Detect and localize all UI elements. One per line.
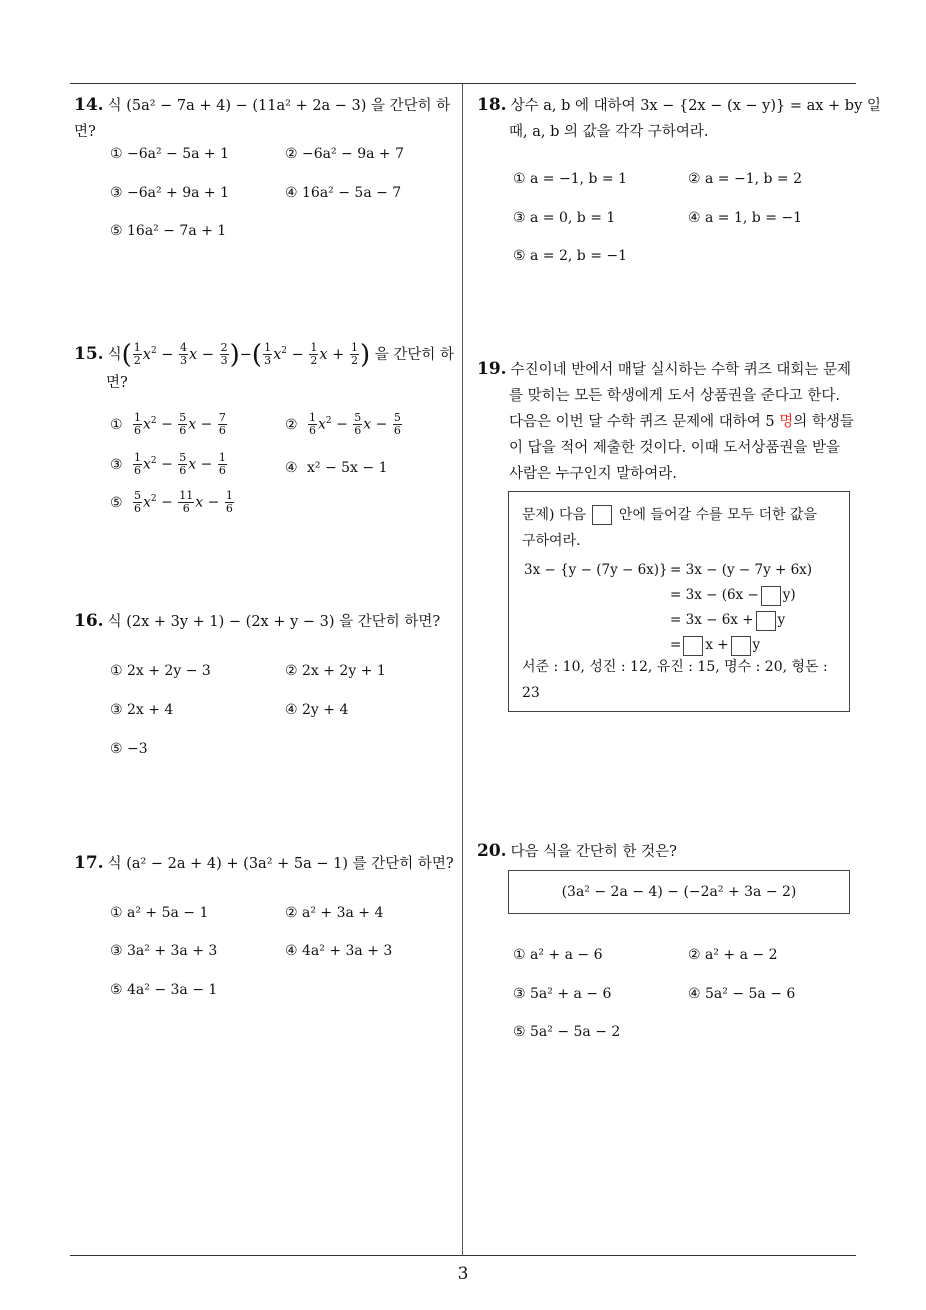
option-2[interactable]: ② −6a² − 9a + 7 — [285, 146, 405, 162]
box-intro-line2: 구하여라. — [522, 533, 581, 549]
question-15-line2: 면? — [106, 375, 128, 391]
option-5[interactable]: ⑤ $\frac{5}{6}$ $x^2$ − $\frac{11}{6}$ x − $\frac{1}{6}$ — [110, 489, 233, 515]
option-2[interactable]: ② a² + 3a + 4 — [285, 905, 384, 921]
question-stem: 다음 식을 간단히 한 것은? — [510, 844, 677, 860]
question-line: 수진이네 반에서 매달 실시하는 수학 퀴즈 대회는 문제 — [510, 362, 851, 378]
box-intro: 문제) 다음 — [522, 507, 587, 523]
option-2[interactable]: ② 2x + 2y + 1 — [285, 663, 386, 679]
equation-step-3-end: y — [777, 612, 786, 628]
problem-box — [508, 491, 850, 712]
student-answers: 서준 : 10, 성진 : 12, 유진 : 15, 명수 : 20, 형돈 : — [522, 659, 828, 675]
blank-square — [731, 636, 751, 656]
question-number: 15. — [74, 343, 104, 364]
option-2[interactable]: ② a² + a − 2 — [688, 947, 778, 963]
question-stem-prefix: 식 — [107, 346, 122, 363]
fraction: $\frac{1}{2}$ — [310, 341, 318, 368]
option-5[interactable]: ⑤ 5a² − 5a − 2 — [513, 1024, 621, 1040]
question-line: 를 맞히는 모든 학생에게 도서 상품권을 준다고 한다. — [509, 388, 841, 404]
fraction: $\frac{1}{2}$ — [350, 341, 358, 368]
fraction: $\frac{1}{2}$ — [133, 341, 141, 368]
question-line-tail: 의 학생들 — [793, 414, 854, 430]
equation-step-2-end: y) — [782, 587, 796, 603]
highlighted-word: 명 — [779, 414, 794, 430]
blank-square — [683, 636, 703, 656]
question-19 — [477, 356, 862, 487]
option-4[interactable]: ④ 2y + 4 — [285, 702, 349, 718]
question-stem-line1: 상수 a, b 에 대하여 3x − {2x − (x − y)} = ax + by 일 — [510, 98, 881, 114]
blank-square — [756, 611, 776, 631]
question-18 — [477, 92, 881, 145]
equation-step-4-end: y — [752, 637, 761, 653]
question-number: 14. — [74, 95, 104, 115]
bottom-rule — [70, 1255, 856, 1256]
equation-left: 3x − {y − (7y − 6x)} — [524, 562, 668, 578]
option-1[interactable]: ① $\frac{1}{6}$ $x^2$ − $\frac{5}{6}$ x − $\frac{7}{6}$ — [110, 411, 226, 437]
option-4[interactable]: ④ 4a² + 3a + 3 — [285, 943, 393, 959]
student-answers-line2: 23 — [522, 685, 540, 701]
option-5[interactable]: ⑤ 4a² − 3a − 1 — [110, 982, 218, 998]
option-3[interactable]: ③ 3a² + 3a + 3 — [110, 943, 218, 959]
equation-step-1: = 3x − (y − 7y + 6x) — [670, 562, 813, 578]
option-1[interactable]: ① a² + 5a − 1 — [110, 905, 209, 921]
equation-step-4: = — [670, 637, 682, 653]
question-number: 19. — [477, 359, 507, 379]
question-stem-line2: 때, a, b 의 값을 각각 구하여라. — [509, 124, 709, 140]
question-20 — [477, 838, 862, 865]
question-stem: 식 (a² − 2a + 4) + (3a² + 5a − 1) 를 간단히 하면? — [107, 856, 454, 872]
option-2[interactable]: ② a = −1, b = 2 — [688, 171, 803, 187]
option-5[interactable]: ⑤ −3 — [110, 741, 148, 757]
question-15: 15. 식( $\frac{1}{2}$ $x^2$ − $\frac{4}{3}$ x − $\frac{2}{3}$ )−( $\frac{1}{3}$ $x^2$ − $\frac{1}{2}$ x + $\frac{1}{2}$ ) 을 간단히 하 — [74, 339, 454, 370]
question-14 — [74, 92, 454, 145]
question-stem: 식 (2x + 3y + 1) − (2x + y − 3) 을 간단히 하면? — [107, 614, 441, 630]
option-1[interactable]: ① a² + a − 6 — [513, 947, 603, 963]
option-3[interactable]: ③ 5a² + a − 6 — [513, 986, 612, 1002]
question-number: 18. — [477, 95, 507, 115]
option-5[interactable]: ⑤ 16a² − 7a + 1 — [110, 223, 227, 239]
option-5[interactable]: ⑤ a = 2, b = −1 — [513, 248, 628, 264]
option-1[interactable]: ① 2x + 2y − 3 — [110, 663, 211, 679]
option-1[interactable]: ① a = −1, b = 1 — [513, 171, 628, 187]
fraction: $\frac{4}{3}$ — [180, 341, 188, 368]
equation-step-4-mid: x + — [705, 637, 729, 653]
question-line: 이 답을 적어 제출한 것이다. 이때 도서상품권을 받을 — [509, 440, 841, 456]
option-2[interactable]: ② $\frac{1}{6}$ $x^2$ − $\frac{5}{6}$ x − $\frac{5}{6}$ — [285, 411, 401, 437]
top-rule — [70, 83, 856, 84]
question-line: 다음은 이번 달 수학 퀴즈 문제에 대하여 5 — [509, 414, 775, 430]
question-number: 17. — [74, 853, 104, 873]
fraction: $\frac{2}{3}$ — [220, 341, 228, 368]
option-4[interactable]: ④ 5a² − 5a − 6 — [688, 986, 796, 1002]
question-line: 사람은 누구인지 말하여라. — [509, 466, 677, 482]
question-stem-suffix: 을 간단히 하 — [374, 346, 454, 363]
option-1[interactable]: ① −6a² − 5a + 1 — [110, 146, 230, 162]
equation-step-2: = 3x − (6x − — [670, 587, 759, 603]
box-intro-rest: 안에 들어갈 수를 모두 더한 값을 — [618, 507, 817, 523]
blank-square — [761, 586, 781, 606]
option-4[interactable]: ④ 16a² − 5a − 7 — [285, 185, 402, 201]
question-stem: 식 (5a² − 7a + 4) − (11a² + 2a − 3) 을 간단히 하면? — [74, 98, 451, 140]
column-divider — [462, 84, 463, 1256]
option-4[interactable]: ④ a = 1, b = −1 — [688, 210, 803, 226]
option-3[interactable]: ③ 2x + 4 — [110, 702, 174, 718]
page-number: 3 — [457, 1264, 469, 1284]
question-number: 20. — [477, 841, 507, 861]
equation-step-3: = 3x − 6x + — [670, 612, 754, 628]
question-number: 16. — [74, 611, 104, 631]
question-17 — [74, 850, 454, 877]
blank-square — [592, 505, 612, 525]
boxed-expression: (3a² − 2a − 4) − (−2a² + 3a − 2) — [561, 884, 797, 900]
option-3[interactable]: ③ $\frac{1}{6}$ $x^2$ − $\frac{5}{6}$ x − $\frac{1}{6}$ — [110, 451, 226, 477]
question-16 — [74, 608, 454, 635]
option-4[interactable]: ④ x² − 5x − 1 — [285, 460, 388, 476]
option-3[interactable]: ③ a = 0, b = 1 — [513, 210, 616, 226]
fraction: $\frac{1}{3}$ — [264, 341, 272, 368]
expression-box — [508, 870, 850, 914]
option-3[interactable]: ③ −6a² + 9a + 1 — [110, 185, 230, 201]
